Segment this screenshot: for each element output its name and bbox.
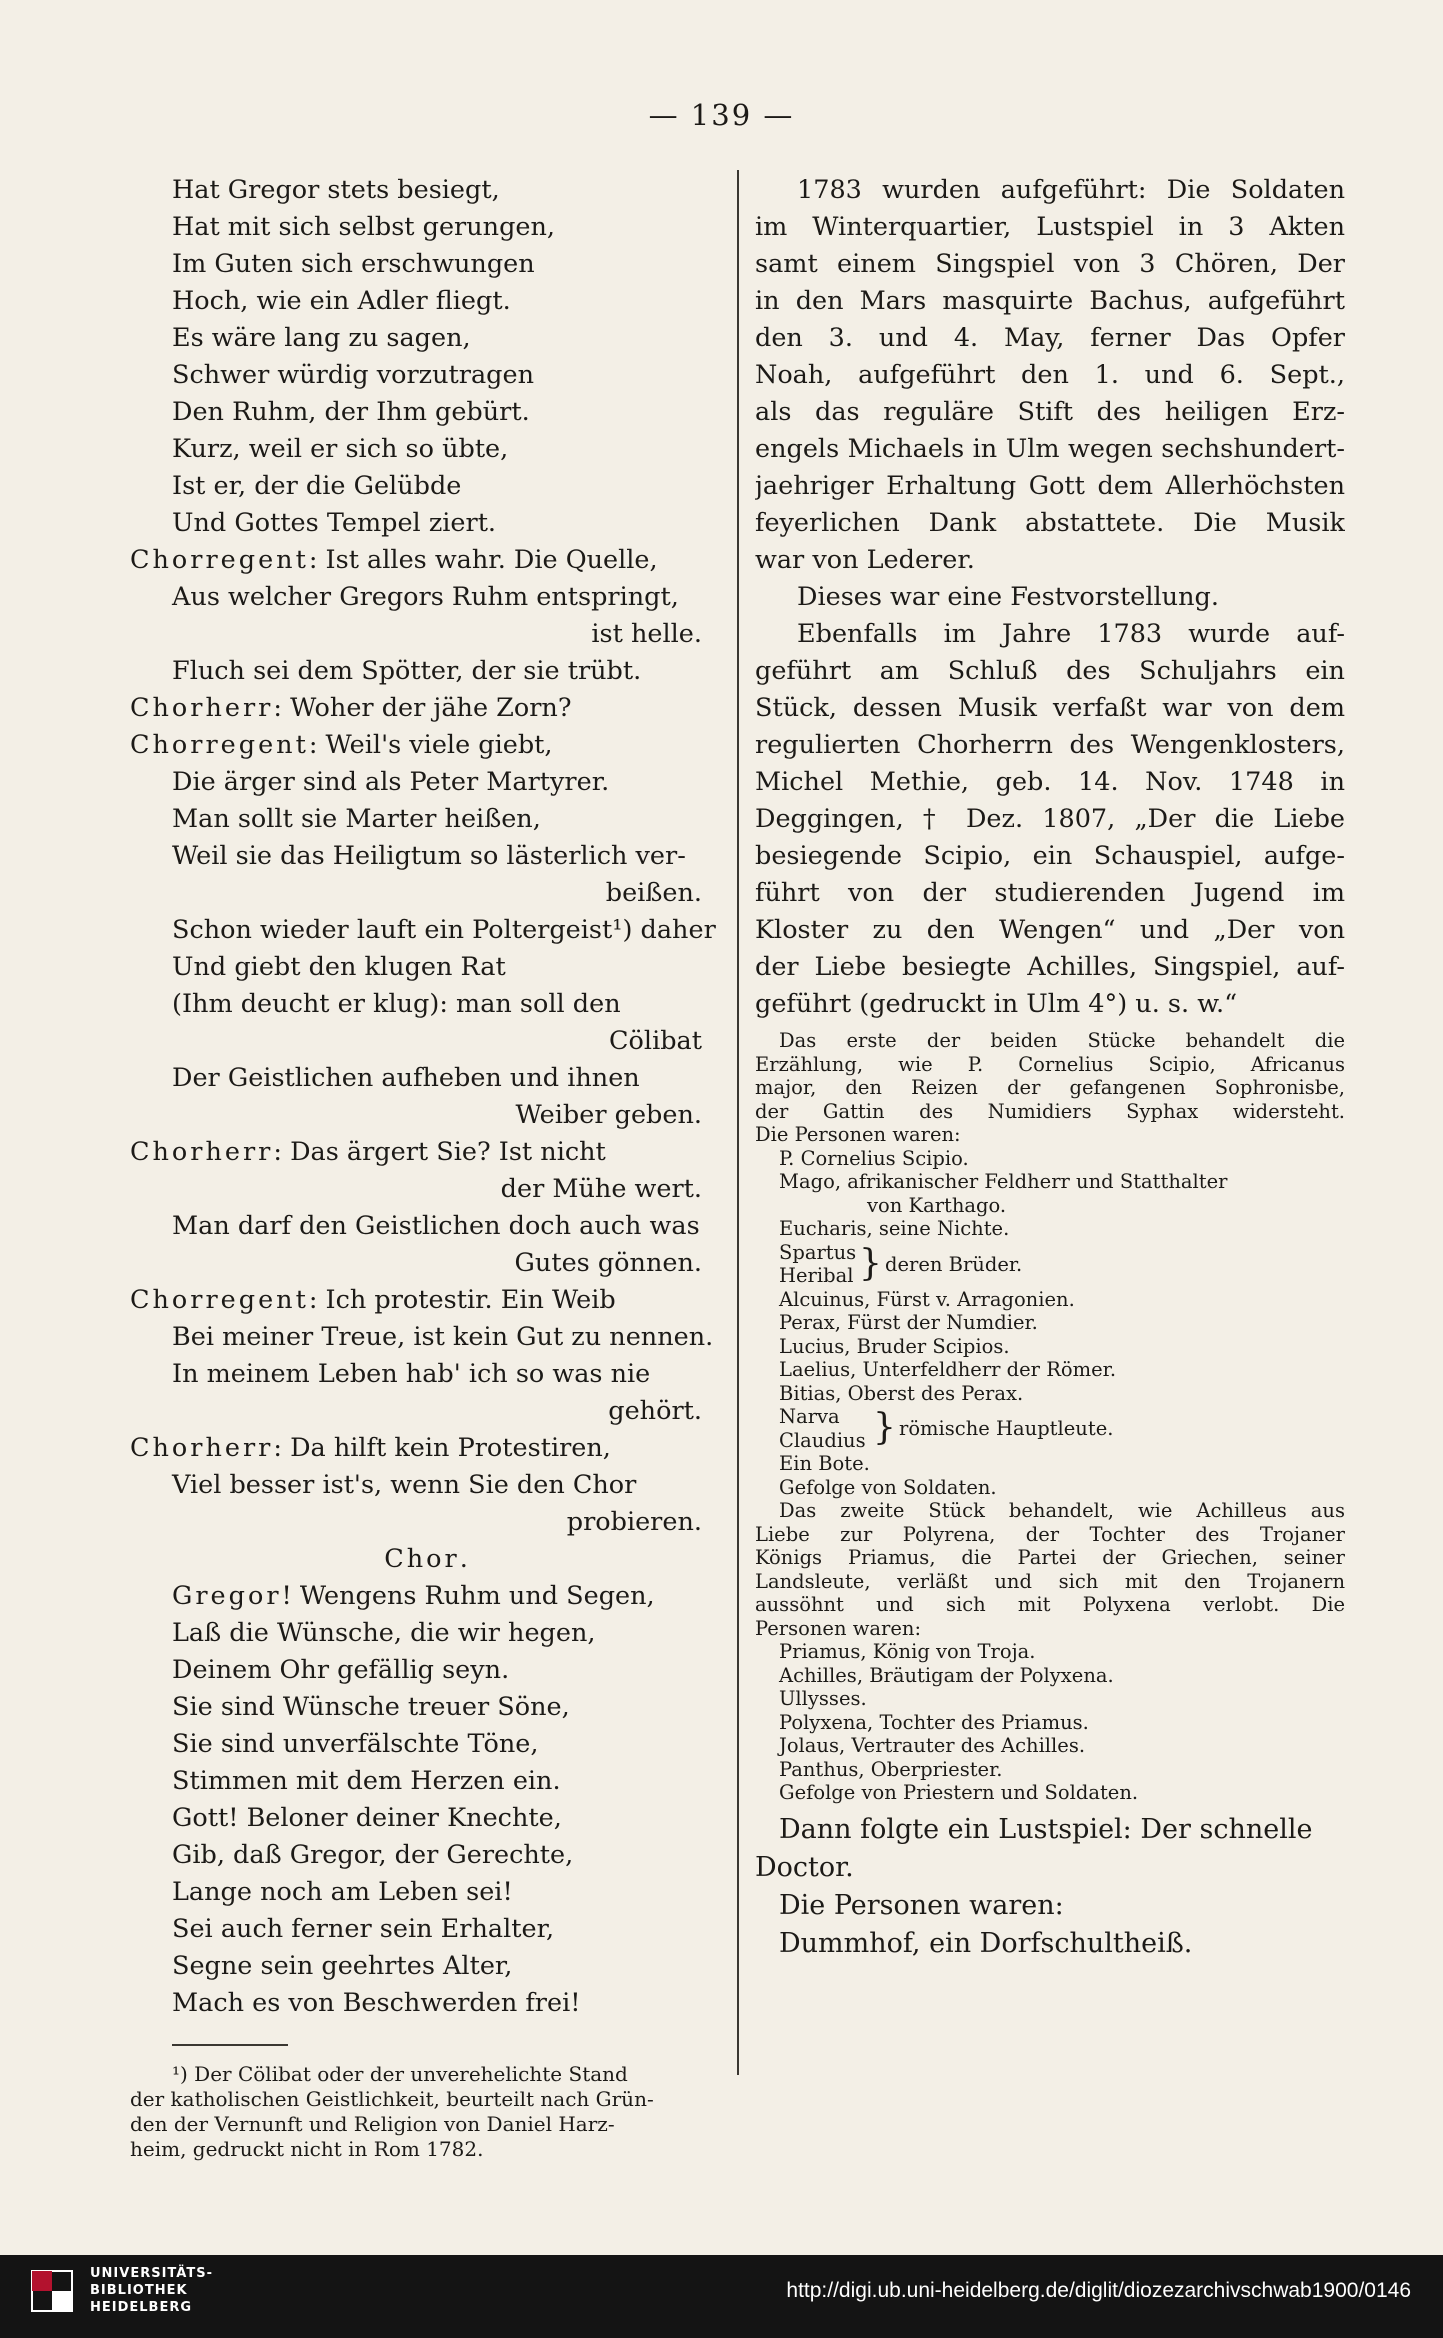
paragraph-line: den 3. und 4. May, ferner Das Opfer [755,323,1345,353]
verse-line: Chorregent: Weil's viele giebt, [130,730,553,760]
verse-line: Schon wieder lauft ein Poltergeist¹) daher [172,915,716,945]
paragraph-line: Deggingen, † Dez. 1807, „Der die Liebe [755,804,1345,834]
paragraph-line: engels Michaels in Ulm wegen sechshundert- [755,434,1345,464]
note-line: Die Personen waren: [755,1123,961,1146]
verse-line: Gib, daß Gregor, der Gerechte, [172,1840,574,1870]
paragraph-performances-1783 [755,172,1345,579]
paragraph-line: führt von der studierenden Jugend im [755,878,1345,908]
logo-line: UNIVERSITÄTS- [90,2266,213,2281]
verse-line: Bei meiner Treue, ist kein Gut zu nennen. [172,1322,714,1352]
paragraph-scipio-achilles [755,616,1345,1023]
paragraph-festival: Dieses war eine Festvorstellung. [797,582,1219,612]
logo-line: HEIDELBERG [90,2300,193,2315]
verse-line: Gott! Beloner deiner Knechte, [172,1803,562,1833]
closing-block [755,1811,1345,1963]
cast-list-scipio-cont [755,1288,1345,1406]
cast-list-scipio-end [755,1452,1345,1499]
paragraph-line: regulierten Chorherrn des Wengenklosters, [755,730,1345,760]
cast-item: Perax, Fürst der Numdier. [779,1311,1038,1334]
note-line: Liebe zur Polyrena, der Tochter des Trojaner [755,1522,1345,1546]
cast-list-scipio [755,1147,1345,1194]
cast-item: Achilles, Bräutigam der Polyxena. [779,1663,1114,1687]
cast-list-achilles [755,1640,1345,1805]
paragraph-line: geführt am Schluß des Schuljahrs ein [755,656,1345,686]
cast-item: Lucius, Bruder Scipios. [779,1334,1010,1358]
footnote-line: heim, gedruckt nicht in Rom 1782. [130,2137,484,2161]
paragraph-line: feyerlichen Dank abstattete. Die Musik [755,508,1345,538]
verse-line: Hoch, wie ein Adler fliegt. [172,286,511,316]
verse-line: Chorregent: Ich protestir. Ein Weib [130,1285,616,1315]
verse-line: beißen. [605,878,702,908]
logo-line: BIBLIOTHEK [90,2283,188,2298]
verse-line: Weiber geben. [515,1100,702,1130]
verse-line: Weil sie das Heiligtum so lästerlich ver- [172,841,686,871]
cast-item: Jolaus, Vertrauter des Achilles. [779,1734,1086,1757]
verse-line: Im Guten sich erschwungen [172,249,535,279]
verse-line: Man sollt sie Marter heißen, [172,804,541,834]
verse-line: Segne sein geehrtes Alter, [172,1951,513,1981]
verse-line: In meinem Leben hab' ich so was nie [172,1359,651,1389]
note-line: Das zweite Stück behandelt, wie Achilleus aus [779,1499,1345,1522]
cast-item: Ein Bote. [779,1452,870,1475]
verse-line: (Ihm deucht er klug): man soll den [172,989,621,1019]
verse-line: Gutes gönnen. [514,1248,702,1278]
paragraph-line: besiegende Scipio, ein Schauspiel, aufge- [755,841,1345,871]
note-line: Erzählung, wie P. Cornelius Scipio, Africanus [755,1052,1345,1076]
verse-line: Hat mit sich selbst gerungen, [172,212,556,242]
note-line: major, den Reizen der gefangenen Sophronisbe, [755,1076,1345,1099]
verse-block [130,172,722,2022]
verse-line: Ist er, der die Gelübde [172,471,462,501]
cast-item: Ullysses. [779,1687,867,1710]
cast-item: Eucharis, seine Nichte. [779,1217,1010,1240]
note-line: Das erste der beiden Stücke behandelt die [779,1029,1345,1052]
note-line: Königs Priamus, die Partei der Griechen, seiner [755,1546,1345,1569]
paragraph-line: in den Mars masquirte Bachus, aufgeführt [755,286,1345,316]
verse-line: Der Geistlichen aufheben und ihnen [172,1063,640,1093]
cast-name: Heribal [779,1264,854,1287]
verse-line: Kurz, weil er sich so übte, [172,434,509,464]
paragraph-line: jaehriger Erhaltung Gott dem Allerhöchsten [755,471,1345,501]
footnote-rule [172,2044,288,2046]
verse-line: Schwer würdig vorzutragen [172,360,535,390]
paragraph-line: Michel Methie, geb. 14. Nov. 1748 in [755,767,1345,797]
footnote-line: den der Vernunft und Religion von Daniel Harz- [130,2112,615,2136]
footnote-line: der katholischen Geistlichkeit, beurteilt nach Grün- [130,2087,654,2111]
cast-brace-group [755,1241,1345,1288]
paragraph-line: samt einem Singspiel von 3 Chören, Der [755,249,1345,279]
note-second-play [755,1499,1345,1640]
verse-line: probieren. [566,1507,702,1537]
verse-line: Viel besser ist's, wenn Sie den Chor [172,1470,637,1500]
paragraph-line: Kloster zu den Wengen“ und „Der von [755,915,1345,945]
verse-line: Mach es von Beschwerden frei! [172,1988,581,2018]
cast-item: Priamus, König von Troja. [779,1640,1036,1663]
closing-line: Die Personen waren: [779,1889,1064,1921]
verse-line: gehört. [608,1396,702,1426]
paragraph-line: 1783 wurden aufgeführt: Die Soldaten [797,175,1345,205]
paragraph-line: im Winterquartier, Lustspiel in 3 Akten [755,212,1345,242]
cast-item: Alcuinus, Fürst v. Arragonien. [779,1287,1075,1311]
verse-line: Chor. [384,1544,468,1574]
cast-item: von Karthago. [867,1193,1007,1217]
verse-line: Fluch sei dem Spötter, der sie trübt. [172,656,642,686]
paragraph-line: Stück, dessen Musik verfaßt war von dem [755,693,1345,723]
verse-line: Gregor! Wengens Ruhm und Segen, [172,1581,655,1611]
paragraph-line: Noah, aufgeführt den 1. und 6. Sept., [755,360,1345,390]
cast-item: Laelius, Unterfeldherr der Römer. [779,1358,1117,1381]
verse-line: Und Gottes Tempel ziert. [172,508,497,538]
paragraph-line: war von Lederer. [755,545,975,575]
verse-line: Hat Gregor stets besiegt, [172,175,500,205]
cast-item: Mago, afrikanischer Feldherr und Statthalter [779,1170,1228,1193]
note-line: Personen waren: [755,1616,922,1640]
cast-name: Claudius [779,1428,866,1452]
verse-line: Chorregent: Ist alles wahr. Die Quelle, [130,545,658,575]
closing-line: Dann folgte ein Lustspiel: Der schnelle [779,1813,1313,1845]
permalink-url[interactable]: http://digi.ub.uni-heidelberg.de/diglit/diozezarchivschwab1900/0146 [786,2279,1411,2302]
verse-line: Es wäre lang zu sagen, [172,323,471,353]
verse-line: Aus welcher Gregors Ruhm entspringt, [172,582,679,612]
verse-line: Chorherr: Da hilft kein Protestiren, [130,1433,611,1463]
verse-line: Sie sind Wünsche treuer Söne, [172,1692,570,1722]
verse-line: Stimmen mit dem Herzen ein. [172,1766,561,1796]
footnote [130,2062,722,2162]
verse-line: Lange noch am Leben sei! [172,1877,513,1907]
paragraph-line: Ebenfalls im Jahre 1783 wurde auf- [797,619,1345,649]
cast-item: P. Cornelius Scipio. [779,1146,969,1170]
note-first-play [755,1029,1345,1147]
verse-line: Chorherr: Das ärgert Sie? Ist nicht [130,1137,606,1167]
left-column [130,172,722,2162]
cast-role: deren Brüder. [885,1252,1023,1276]
verse-line: Sei auch ferner sein Erhalter, [172,1914,555,1944]
verse-line: Und giebt den klugen Rat [172,952,506,982]
footnote-line: ¹) Der Cölibat oder der unverehelichte Stand [172,2062,628,2086]
note-line: aussöhnt und sich mit Polyxena verlobt. Die [755,1593,1345,1616]
cast-role: römische Hauptleute. [899,1417,1114,1440]
paragraph-line: der Liebe besiegte Achilles, Singspiel, auf- [755,952,1345,982]
cast-item: Bitias, Oberst des Perax. [779,1381,1024,1405]
verse-line: der Mühe wert. [500,1174,702,1204]
verse-line: Deinem Ohr gefällig seyn. [172,1655,510,1685]
verse-line: Die ärger sind als Peter Martyrer. [172,767,610,797]
cast-brace-group [755,1405,1345,1452]
note-line: Landsleute, verläßt und sich mit den Trojanern [755,1569,1345,1593]
library-logo-text [90,2265,213,2316]
paragraph-line: geführt (gedruckt in Ulm 4°) u. s. w.“ [755,989,1238,1019]
column-divider [737,170,739,2075]
verse-line: Man darf den Geistlichen doch auch was [172,1211,700,1241]
cast-name: Narva [779,1405,840,1428]
verse-line: ist helle. [591,619,702,649]
cast-item: Gefolge von Priestern und Soldaten. [779,1781,1139,1804]
cast-item: Gefolge von Soldaten. [779,1475,997,1499]
verse-line: Sie sind unverfälschte Töne, [172,1729,539,1759]
cast-item: Polyxena, Tochter des Priamus. [779,1710,1089,1734]
verse-line: Laß die Wünsche, die wir hegen, [172,1618,596,1648]
page-number: — 139 — [648,98,795,132]
closing-line: Dummhof, ein Dorfschultheiß. [779,1927,1193,1959]
right-column [755,172,1345,1963]
cast-item: Panthus, Oberpriester. [779,1757,1003,1781]
verse-line: Cölibat [609,1026,702,1056]
library-logo-icon [30,2269,74,2313]
cast-name: Spartus [779,1240,857,1264]
verse-line: Chorherr: Woher der jähe Zorn? [130,693,572,723]
closing-line: Doctor. [755,1851,854,1883]
verse-line: Den Ruhm, der Ihm gebürt. [172,397,530,427]
brace-glyph: } [873,1407,896,1448]
brace-glyph: } [859,1242,882,1284]
library-footer [0,2255,1443,2338]
note-line: der Gattin des Numidiers Syphax widersteht. [755,1099,1345,1123]
paragraph-line: als das reguläre Stift des heiligen Erz- [755,397,1345,427]
